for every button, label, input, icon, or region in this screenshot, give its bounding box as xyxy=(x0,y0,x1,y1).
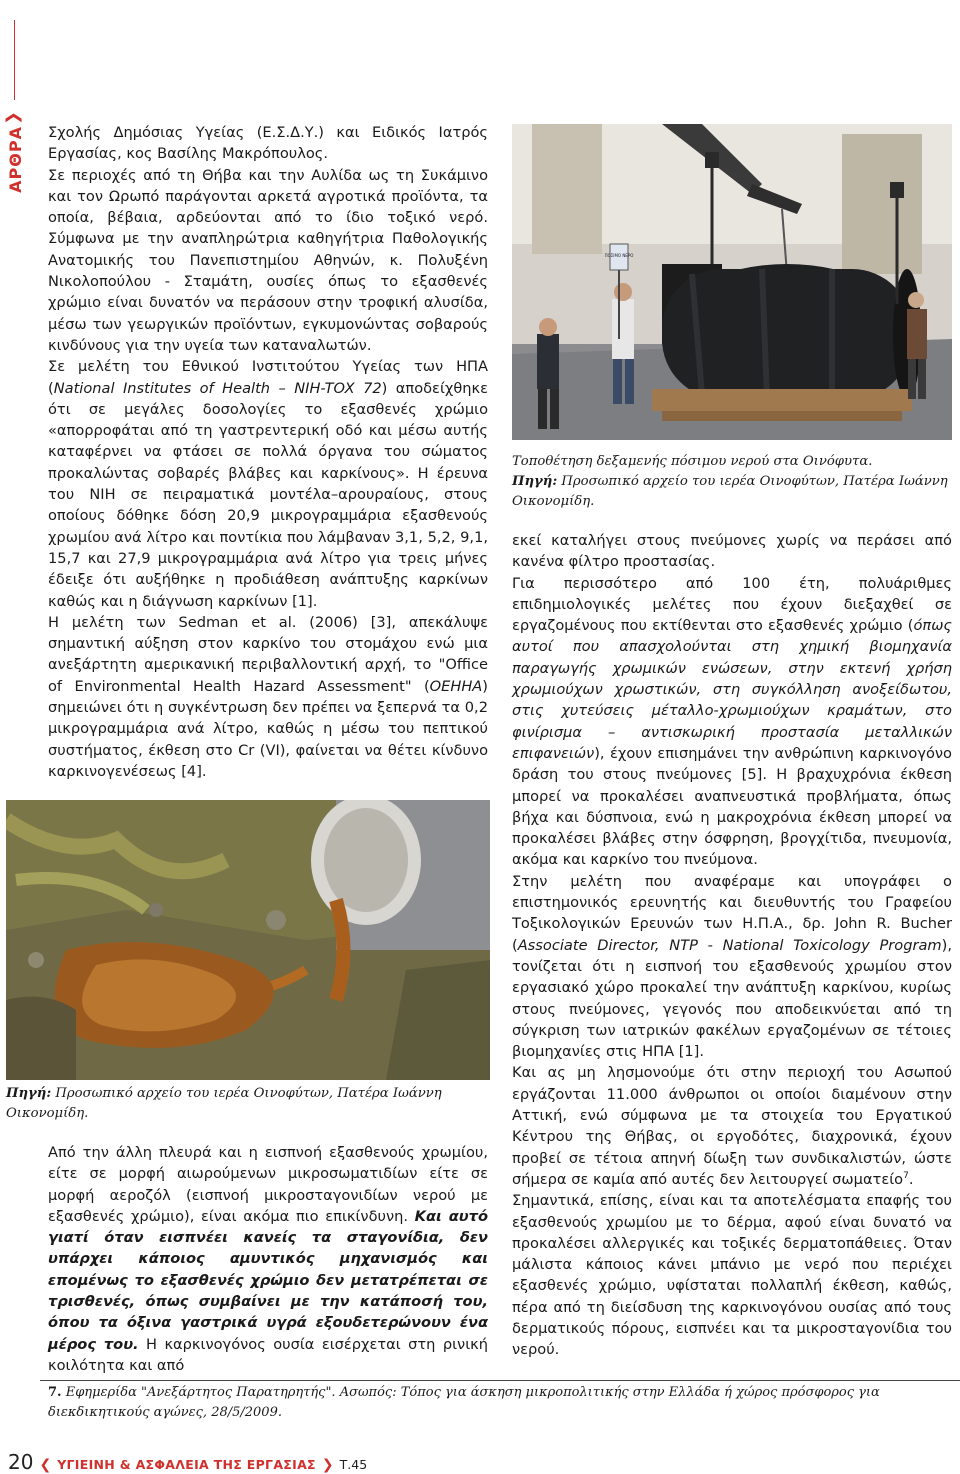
photo-water-tank xyxy=(512,124,952,440)
page-footer xyxy=(8,1450,367,1472)
caption-source: Πηγή: Προσωπικό αρχείο του ιερέα Οινοφύτων, Πατέρα Ιωάννη Οικονομίδη. xyxy=(6,1086,442,1121)
page-number: 20 xyxy=(8,1450,34,1474)
paragraph: Η μελέτη των Sedman et al. (2006) [3], απεκάλυψε σημαντική αύξηση στον καρκίνο του στομάχου ενώ μια ανεξάρτητη αμερικανική περιβαλλοντική αρχή, το "Office of Environmental Health Hazard Assessment" (OEHHA) σημειώνει ότι η συγκέντρωση δεν πρέπει να ξεπερνά τα 0,2 μικρογραμμάρια ανά λίτρο, καθώς η μέσω του πεπτικού συστήματος, έκθεση στο Cr (VI), φαίνεται να θέτει κίνδυνο καρκινογενέσεως [4]. xyxy=(48,613,488,780)
paragraph: Σε μελέτη του Εθνικού Ινστιτούτου Υγείας των ΗΠΑ (National Institutes of Health – NIH-TOX 72) αποδείχθηκε ότι σε μεγάλες δοσολογίες το εξασθενές χρώμιο «απορροφάται από τη γαστρεντερική οδό και μέσω αυτής καταφέρνει να φτάσει σε πολλά όργανα του σώματος προκαλώντας σοβαρές βλάβες και καρκίνους». Η έρευνα του NIH σε πειραματικά μοντέλα–αρουραίους, στους οποίους δόθηκε δόση 20,9 μικρογραμμάρια εξασθενούς χρωμίου ανά λίτρο και ποντίκια που λάμβαναν 3,1, 5,2, 9,1, 15,7 και 27,9 μικρογραμμάρια ανά λίτρο για τρεις μήνες έδειξε ότι αυξήθηκε η προδιάθεση ανάπτυξης καρκίνων καθώς και η διάγνωση καρκίνων [1]. xyxy=(48,358,488,610)
caption-tank xyxy=(512,452,957,512)
section-tab xyxy=(2,110,28,205)
paragraph: Και ας μη λησμονούμε ότι στην περιοχή του Ασωπού εργάζονται 11.000 άνθρωποι οι οποίοι διαμένουν στην Αττική, ενώ σύμφωνα με τα στοιχεία του Εργατικού Κέντρου της Θήβας, οι εργοδότες, διαχρονικά, έχουν προβεί σε τέτοια απηνή δίωξη των συνδικαλιστών, ώστε σήμερα σε καμία από αυτές δεν λειτουργεί σωματείο$^7$. xyxy=(512,1064,952,1188)
chevron-left-icon: ❮ xyxy=(6,111,25,125)
footnote-ref: 7 xyxy=(903,1171,909,1182)
caption-pipe xyxy=(6,1084,486,1124)
article-column-left xyxy=(48,122,488,782)
footnote-divider xyxy=(40,1380,960,1381)
side-decor-line xyxy=(14,20,15,100)
paragraph: Σημαντικά, επίσης, είναι και τα αποτελέσματα επαφής του εξασθενούς χρωμίου με το δέρμα, αφού είναι δυνατό να προκαλέσει αλλεργικές και τοξικές δερματοπάθειες. Όταν μάλιστα κάποιος κάνει μπάνιο με νερό που περιέχει εξασθενές χρώμιο, υφίσταται πολλαπλή έκθεση, καθώς, πέρα από τη διείσδυση της καρκινογόνου ουσίας από τους δερματικούς πόρους, εισπνέει και τα μικροσταγονίδια του νερού. xyxy=(512,1192,952,1359)
paragraph: Σχολής Δημόσιας Υγείας (Ε.Σ.Δ.Υ.) και Ειδικός Ιατρός Εργασίας, κος Βασίλης Μακρόπουλος. xyxy=(48,124,488,163)
caption-source: Πηγή: Προσωπικό αρχείο του ιερέα Οινοφύτων, Πατέρα Ιωάννη Οικονομίδη. xyxy=(512,474,948,509)
chevron-left-icon: ❮ xyxy=(39,1457,52,1473)
article-column-right xyxy=(512,530,952,1361)
paragraph: εκεί καταλήγει στους πνεύμονες χωρίς να περάσει από κανένα φίλτρο προστασίας. xyxy=(512,532,952,571)
photo-sign-text: ΠΟΣΙΜΟ ΝΕΡΟ xyxy=(604,253,634,258)
section-label: ΑΡΘΡΑ xyxy=(5,126,25,193)
paragraph: Από την άλλη πλευρά και η εισπνοή εξασθενούς χρωμίου, είτε σε μορφή αιωρούμενων μικροσωματιδίων είτε σε μορφή αεροζόλ (εισπνοή μικροσταγονιδίων νερού με εξασθενές χρώμιο), είναι ακόμα πιο επικίνδυνη. Και αυτό γιατί όταν εισπνέει κανείς τα σταγονίδια, δεν υπάρχει κάποιος αμυντικός μηχανισμός και επομένως το εξασθενές χρώμιο δεν μετατρέπεται σε τρισθενές, όπως συμβαίνει με την κατάποσή του, όπου τα όξινα γαστρικά υγρά εξουδετερώνουν ένα μέρος του. Η καρκινογόνος ουσία εισέρχεται στη ρινική κοιλότητα και από xyxy=(48,1144,489,1374)
footnote: 7. Εφημερίδα "Ανεξάρτητος Παρατηρητής". Ασωπός: Τόπος για άσκηση μικροπολιτικής στην Ελλάδα ή χώρος πρόσφορος για διεκδικητικούς αγώνες, 28/5/2009. xyxy=(48,1385,880,1420)
article-column-left-bottom xyxy=(48,1142,488,1376)
photo-discharge-pipe xyxy=(6,800,490,1080)
paragraph: Για περισσότερο από 100 έτη, πολυάριθμες επιδημιολογικές μελέτες που έχουν διεξαχθεί σε εργαζομένους που εκτίθενται στο εξασθενές χρώμιο (όπως αυτοί που απασχολούνται στη χημική βιομηχανία παραγωγής χρωμικών ενώσεων, στην εκτενή χρήση χρωμιούχων χρωστικών, στη συγκόλληση ανοξείδωτου, στις χυτεύσεις μέταλλο-χρωμιούχων κραμάτων, στο φινίρισμα – αντισκωρική προστασία μεταλλικών επιφανειών), έχουν επισημάνει την ανθρώπινη καρκινογόνο δράση του στους πνεύμονες [5]. Η βραχυχρόνια έκθεση μπορεί να προκαλέσει αναπνευστικά προβλήματα, όπως βήχα και δύσπνοια, ενώ η μακροχρόνια έκθεση μπορεί να προκαλέσει βλάβες στην όσφρηση, βρογχίτιδα, πνευμονία, ακόμα και καρκίνο του πνεύμονα. xyxy=(512,574,952,869)
caption-title: Τοποθέτηση δεξαμενής πόσιμου νερού στα Οινόφυτα. xyxy=(512,454,873,469)
paragraph: Σε περιοχές από τη Θήβα και την Αυλίδα ως τη Συκάμινο και τον Ωρωπό παράγονται αρκετά αγροτικά προϊόντα, τα οποία, βέβαια, αρδεύονται από το ίδιο τοξικό νερό. Σύμφωνα με την αναπληρώτρια καθηγήτρια Παθολογικής Ανατομικής του Πανεπιστημίου Αθηνών, κ. Πολυξένη Νικολοπούλου - Σταμάτη, ουσίες όπως το εξασθενές χρώμιο είναι δυνατόν να περάσουν στην τροφική αλυσίδα, μέσω των γεωργικών προϊόντων, εγκυμονώντας σοβαρούς κινδύνους για την υγεία των καταναλωτών. xyxy=(48,166,488,354)
magazine-title: ΥΓΙΕΙΝΗ & ΑΣΦΑΛΕΙΑ ΤΗΣ ΕΡΓΑΣΙΑΣ xyxy=(57,1457,316,1472)
issue-number: Τ.45 xyxy=(339,1457,368,1472)
chevron-right-icon: ❯ xyxy=(321,1457,334,1473)
paragraph: Στην μελέτη που αναφέραμε και υπογράφει ο επιστημονικός ερευνητής και διευθυντής του Γραφείου Τοξικολογικών Ερευνών των Η.Π.Α., δρ. John R. Bucher (Associate Director, NTP - National Toxicology Program), τονίζεται ότι η εισπνοή του εξασθενούς χρωμίου στον εργασιακό χώρο προκαλεί την ανάπτυξη καρκίνου, κυρίως στους πνεύμονες, γεγονός που αποδεικνύεται από τη σύγκριση των ιατρικών φακέλων εργαζομένων σε τέτοιες βιομηχανίες στις ΗΠΑ [1]. xyxy=(512,872,952,1061)
